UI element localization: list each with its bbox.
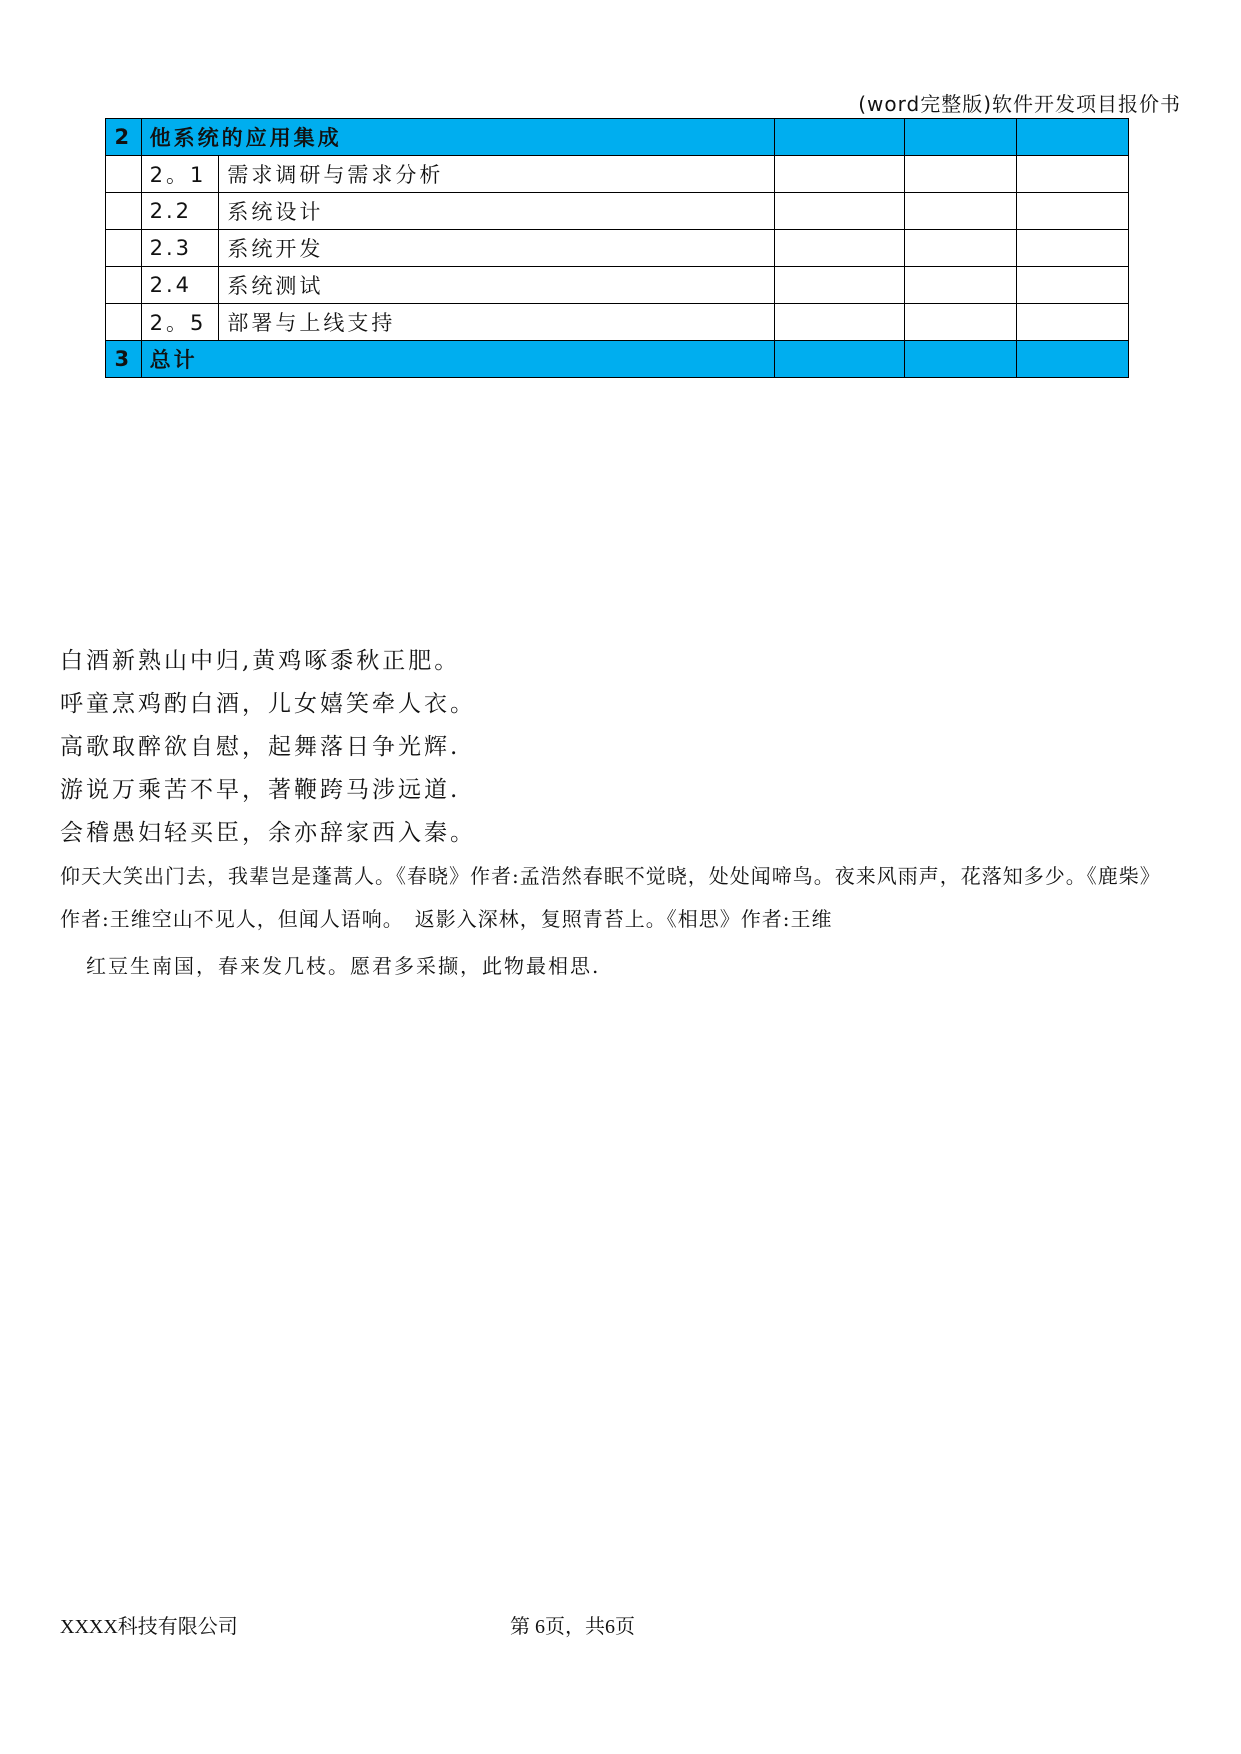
document-header-title: (word完整版)软件开发项目报价书 <box>858 92 1181 116</box>
table-section-row <box>106 119 1129 156</box>
empty-value-cell <box>1016 119 1128 156</box>
item-name-cell: 需求调研与需求分析 <box>219 156 775 193</box>
section-title-cell: 总计 <box>141 341 775 378</box>
empty-value-cell <box>1016 193 1128 230</box>
poem-paragraph: 仰天大笑出门去，我辈岂是蓬蒿人。《春晓》作者:孟浩然春眠不觉晓，处处闻啼鸟。夜来风雨声，花落知多少。《鹿柴》作者:王维空山不见人，但闻人语响。 返影入深林，复照青苔上。《相思》作者:王维 <box>60 864 1161 931</box>
section-title-cell: 他系统的应用集成 <box>141 119 775 156</box>
empty-value-cell <box>1016 341 1128 378</box>
poem-text <box>60 640 1180 988</box>
empty-value-cell <box>1016 156 1128 193</box>
table-row <box>106 304 1129 341</box>
table-row <box>106 267 1129 304</box>
empty-value-cell <box>905 230 1016 267</box>
poem-line: 高歌取醉欲自慰，起舞落日争光辉. <box>60 734 461 760</box>
row-number-cell: 2 <box>106 119 142 156</box>
item-name-cell: 系统开发 <box>219 230 775 267</box>
empty-value-cell <box>775 341 905 378</box>
row-number-cell <box>106 230 142 267</box>
empty-value-cell <box>1016 267 1128 304</box>
empty-value-cell <box>905 341 1016 378</box>
poem-line: 游说万乘苦不早，著鞭跨马涉远道. <box>60 777 461 803</box>
empty-value-cell <box>905 193 1016 230</box>
empty-value-cell <box>775 156 905 193</box>
row-number-cell: 3 <box>106 341 142 378</box>
item-name-cell: 系统测试 <box>219 267 775 304</box>
poem-line: 白酒新熟山中归,黄鸡啄黍秋正肥。 <box>60 648 461 674</box>
empty-value-cell <box>775 119 905 156</box>
empty-value-cell <box>775 267 905 304</box>
empty-value-cell <box>905 156 1016 193</box>
item-code-cell: 2。5 <box>141 304 219 341</box>
empty-value-cell <box>775 193 905 230</box>
poem-line: 呼童烹鸡酌白酒，儿女嬉笑牵人衣。 <box>60 691 476 717</box>
item-name-cell: 系统设计 <box>219 193 775 230</box>
empty-value-cell <box>905 304 1016 341</box>
empty-value-cell <box>905 119 1016 156</box>
empty-value-cell <box>775 230 905 267</box>
footer-page-number: 第 6页，共6页 <box>510 1616 635 1638</box>
table-section-row <box>106 341 1129 378</box>
empty-value-cell <box>1016 230 1128 267</box>
item-code-cell: 2.4 <box>141 267 219 304</box>
table-row <box>106 156 1129 193</box>
poem-last-line: 红豆生南国，春来发几枝。愿君多采撷，此物最相思. <box>86 954 601 978</box>
footer-company: XXXX科技有限公司 <box>60 1616 238 1638</box>
poem-line: 会稽愚妇轻买臣，余亦辞家西入秦。 <box>60 820 476 846</box>
item-code-cell: 2。1 <box>141 156 219 193</box>
item-code-cell: 2.3 <box>141 230 219 267</box>
item-name-cell: 部署与上线支持 <box>219 304 775 341</box>
table-row <box>106 230 1129 267</box>
empty-value-cell <box>775 304 905 341</box>
row-number-cell <box>106 193 142 230</box>
row-number-cell <box>106 304 142 341</box>
item-code-cell: 2.2 <box>141 193 219 230</box>
row-number-cell <box>106 267 142 304</box>
quotation-table <box>105 118 1129 378</box>
row-number-cell <box>106 156 142 193</box>
empty-value-cell <box>905 267 1016 304</box>
empty-value-cell <box>1016 304 1128 341</box>
table-row <box>106 193 1129 230</box>
